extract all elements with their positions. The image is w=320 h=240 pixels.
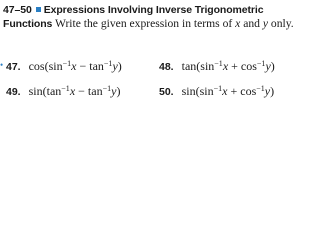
problem-number: 47. bbox=[6, 61, 21, 73]
outer-function: cos bbox=[28, 59, 45, 73]
selected-marker-icon: • bbox=[0, 60, 4, 70]
section-heading bbox=[3, 3, 295, 31]
problem-number: 50. bbox=[159, 86, 174, 98]
instruction-text: Write the given expression in terms of x and y only. bbox=[54, 17, 294, 30]
outer-function: sin bbox=[28, 84, 43, 98]
section-title: Expressions Involving Inverse Trigonometric Functions bbox=[3, 4, 264, 30]
problem-47: • 47. $\cos(\sin^{-1}x - \tan^{-1}y)$ bbox=[0, 59, 122, 73]
problem-number: 49. bbox=[6, 86, 21, 98]
problem-number: 48. bbox=[159, 61, 174, 73]
outer-function: sin bbox=[181, 84, 196, 98]
outer-function: tan bbox=[181, 59, 197, 73]
problem-range: 47–50 bbox=[3, 4, 32, 16]
problem-50: 50. $\sin(\sin^{-1}x + \cos^{-1}y)$ bbox=[159, 84, 275, 98]
problem-49: 49. $\sin(\tan^{-1}x - \tan^{-1}y)$ bbox=[6, 84, 121, 98]
problem-48: 48. $\tan(\sin^{-1}x + \cos^{-1}y)$ bbox=[159, 59, 275, 73]
section-bullet-icon bbox=[36, 7, 41, 12]
